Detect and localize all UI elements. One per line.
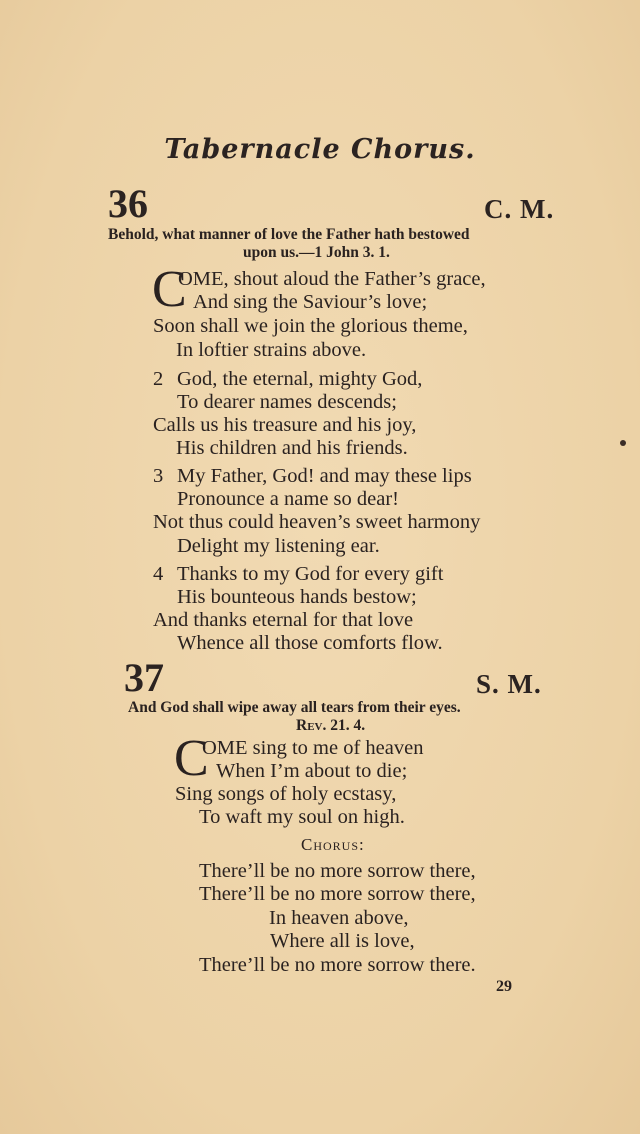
verse-number: 2 [153, 368, 164, 390]
verse-number: 4 [153, 563, 164, 585]
chorus-line: Where all is love, [270, 930, 415, 952]
verse-line: To dearer names descends; [177, 391, 397, 413]
verse-line: Delight my listening ear. [177, 535, 380, 557]
verse-line: And sing the Saviour’s love; [193, 291, 428, 313]
verse-line: In loftier strains above. [176, 339, 367, 361]
verse-line: When I’m about to die; [216, 760, 408, 782]
drop-cap: C [152, 261, 187, 318]
page-number: 29 [496, 978, 512, 995]
hymn-meter: S. M. [476, 669, 542, 699]
verse-line: God, the eternal, mighty God, [177, 368, 423, 390]
verse-line: Soon shall we join the glorious theme, [153, 315, 468, 337]
verse-line: Whence all those comforts flow. [177, 632, 443, 654]
verse-number: 3 [153, 465, 164, 487]
verse-line: Pronounce a name so dear! [177, 488, 399, 510]
verse-line: Not thus could heaven’s sweet harmony [153, 511, 481, 533]
verse-line: Thanks to my God for every gift [177, 563, 444, 585]
paper-spot [620, 440, 626, 446]
hymn-number: 37 [124, 655, 164, 700]
verse-line: And thanks eternal for that love [153, 609, 414, 631]
drop-cap: C [174, 730, 209, 787]
verse-line: My Father, God! and may these lips [177, 465, 472, 487]
verse-line: OME sing to me of heaven [202, 737, 424, 759]
verse-line: OME, shout aloud the Father’s grace, [178, 268, 486, 290]
verse-line: His bounteous hands bestow; [177, 586, 417, 608]
chorus-line: In heaven above, [269, 907, 409, 929]
chorus-line: There’ll be no more sorrow there. [199, 954, 476, 976]
verse-line: To waft my soul on high. [199, 806, 405, 828]
epigraph-text: And God shall wipe away all tears from their eyes. [128, 699, 461, 716]
verse-line: Calls us his treasure and his joy, [153, 414, 417, 436]
epigraph-reference: Rev. 21. 4. [296, 717, 366, 734]
chorus-label: Chorus: [301, 835, 365, 854]
page-header: Tabernacle Chorus. [164, 134, 476, 165]
chorus-line: There’ll be no more sorrow there, [199, 860, 476, 882]
verse-line: His children and his friends. [176, 437, 408, 459]
epigraph-reference: upon us.—1 John 3. 1. [243, 244, 390, 261]
chorus-line: There’ll be no more sorrow there, [199, 883, 476, 905]
hymn-number: 36 [108, 181, 148, 226]
epigraph-text: Behold, what manner of love the Father hath bestowed [108, 226, 470, 243]
verse-line: Sing songs of holy ecstasy, [175, 783, 397, 805]
hymn-meter: C. M. [484, 194, 555, 224]
